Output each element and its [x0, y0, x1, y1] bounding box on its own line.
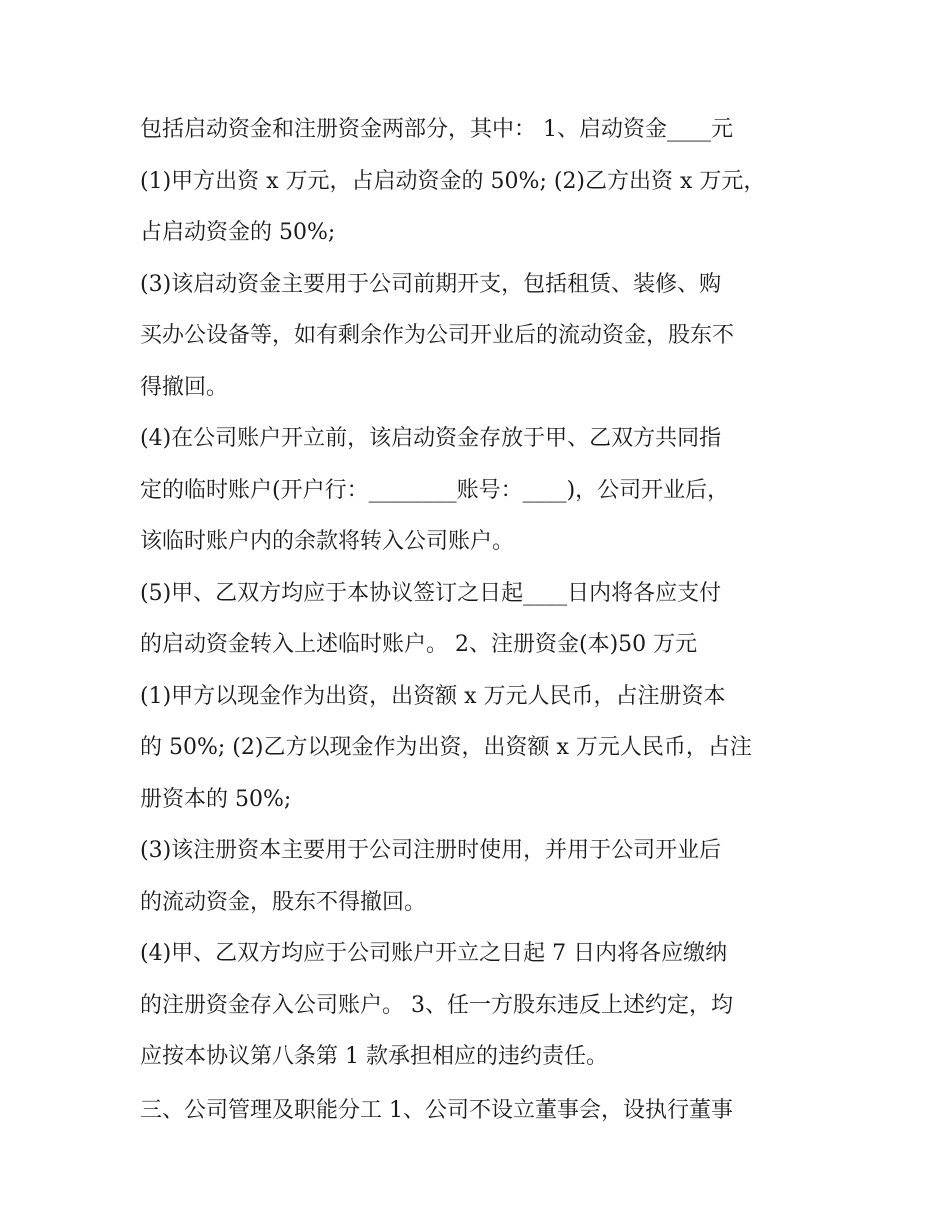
- text-line: 该临时账户内的余款将转入公司账户。: [140, 529, 515, 554]
- text-line: 占启动资金的 50%;: [140, 220, 336, 245]
- text-line: (3)该注册资本主要用于公司注册时使用，并用于公司开业后: [140, 838, 722, 863]
- text-line: 的注册资金存入公司账户。 3、任一方股东违反上述约定，均: [140, 992, 733, 1018]
- text-line: 定的临时账户(开户行：________账号：____)，公司开业后，: [140, 477, 730, 503]
- text-line: (5)甲、乙双方均应于本协议签订之日起____日内将各应支付: [140, 580, 722, 606]
- text-line: (4)在公司账户开立前，该启动资金存放于甲、乙双方共同指: [140, 426, 722, 451]
- text-line: 得撤回。: [140, 374, 229, 400]
- text-line: (4)甲、乙双方均应于公司账户开立之日起 7 日内将各应缴纳: [140, 941, 728, 966]
- document-body: [140, 110, 820, 1143]
- text-line: 的 50%; (2)乙方以现金作为出资，出资额 x 万元人民币，占注: [140, 735, 752, 760]
- text-line: 的流动资金，股东不得撤回。: [140, 889, 427, 915]
- text-line: 册资本的 50%;: [140, 786, 292, 812]
- text-line: (3)该启动资金主要用于公司前期开支，包括租赁、装修、购: [140, 271, 722, 297]
- text-line: 包括启动资金和注册资金两部分，其中： 1、启动资金____元: [140, 117, 733, 142]
- text-line: (1)甲方以现金作为出资，出资额 x 万元人民币，占注册资本: [140, 683, 726, 709]
- text-line: (1)甲方出资 x 万元，占启动资金的 50%; (2)乙方出资 x 万元，: [140, 168, 766, 194]
- text-line: 的启动资金转入上述临时账户。 2、注册资金(本)50 万元: [140, 632, 698, 657]
- text-line: 应按本协议第八条第 1 款承担相应的违约责任。: [140, 1044, 608, 1069]
- text-line: 买办公设备等，如有剩余作为公司开业后的流动资金，股东不: [140, 323, 735, 348]
- text-line: 三、公司管理及职能分工 1、公司不设立董事会，设执行董事: [140, 1098, 733, 1123]
